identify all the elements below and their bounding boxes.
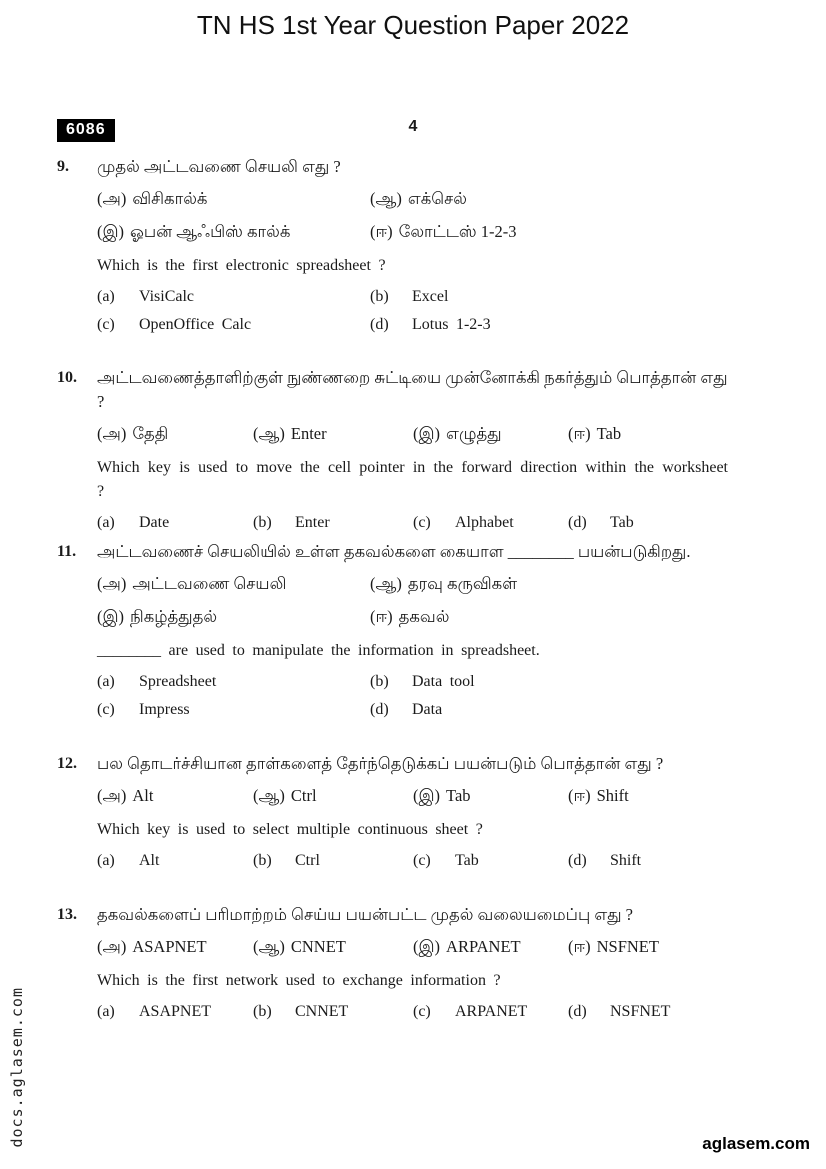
question-12 [57,752,768,872]
option-marker: (a) [97,673,115,690]
option-marker: (இ) [97,607,125,626]
option-marker: (இ) [413,786,441,805]
option-label: Lotus 1-2-3 [412,316,491,333]
tamil-options-row [97,784,768,808]
english-options-row [97,698,768,721]
option-marker: (b) [253,1003,272,1020]
option-marker: (c) [413,514,431,531]
option-label: Data [412,701,443,718]
question-text-tamil: அட்டவணைச் செயலியில் உள்ள தகவல்களை கையாள ________ பயன்படுகிறது. [97,542,691,561]
option-marker: (அ) [97,786,127,805]
option-label: விசிகால்க் [132,189,208,208]
option-marker: (அ) [97,189,127,208]
option-label: Tab [610,514,634,531]
option-marker: (இ) [413,424,441,443]
option-tamil-i [413,422,568,446]
option-english-d [568,511,768,534]
option-marker: (அ) [97,424,127,443]
option-label: ARPANET [455,1003,528,1020]
option-marker: (ஆ) [370,189,402,208]
option-label: தரவு கருவிகள் [407,574,518,593]
option-english-d [370,313,768,336]
option-label: Tab [446,786,471,805]
option-marker: (a) [97,852,115,869]
option-label: எக்செல் [407,189,467,208]
option-marker: (c) [97,316,115,333]
option-marker: (a) [97,514,115,531]
question-12-header [57,752,768,776]
option-tamil-i [413,784,568,808]
option-tamil-i [413,935,568,959]
option-english-b [370,670,768,693]
option-tamil-ii [370,220,768,244]
option-english-d [568,849,768,872]
side-watermark: docs.aglasem.com [8,986,26,1147]
option-label: Alt [139,852,160,869]
option-tamil-a [97,572,370,596]
option-tamil-ii [568,935,768,959]
option-label: தகவல் [398,607,450,626]
option-label: Shift [596,786,629,805]
option-marker: (d) [370,316,389,333]
option-english-b [253,511,413,534]
option-marker: (b) [253,514,272,531]
option-marker: (d) [568,1003,587,1020]
option-marker: (ஈ) [370,607,393,626]
option-marker: (c) [97,701,115,718]
option-marker: (b) [370,673,389,690]
option-label: Enter [290,424,327,443]
question-13 [57,903,768,1023]
option-label: Impress [139,701,190,718]
tamil-options-row [97,422,768,446]
question-10 [57,366,768,534]
option-tamil-aa [253,935,413,959]
option-label: எழுத்து [446,424,502,443]
option-marker: (அ) [97,574,127,593]
option-label: ASAPNET [132,937,207,956]
option-tamil-ii [568,422,768,446]
option-marker: (ஈ) [568,786,591,805]
question-text-english: Which is the first electronic spreadsheet ? [97,257,386,274]
question-number: 12. [57,755,77,772]
option-tamil-i [97,605,370,629]
option-english-a [97,1000,253,1023]
option-label: CNNET [295,1003,349,1020]
option-label: Alphabet [455,514,514,531]
question-number: 10. [57,369,77,386]
option-label: Alt [132,786,154,805]
question-text-english: Which key is used to move the cell pointer in the forward direction within the worksheet ? [97,459,728,500]
option-marker: (ஆ) [253,424,285,443]
english-options-row [97,849,768,872]
option-label: NSFNET [596,937,659,956]
question-number: 13. [57,906,77,923]
option-marker: (இ) [97,222,125,241]
english-options-row [97,511,768,534]
question-number: 11. [57,543,77,560]
option-english-c [97,313,370,336]
tamil-options-row [97,187,768,211]
tamil-options-row [97,572,768,596]
english-options-row [97,313,768,336]
option-tamil-aa [370,187,768,211]
option-label: NSFNET [610,1003,671,1020]
option-english-a [97,849,253,872]
option-label: Date [139,514,170,531]
option-label: ASAPNET [139,1003,212,1020]
question-13-header [57,903,768,927]
option-tamil-aa [370,572,768,596]
option-label: தேதி [132,424,169,443]
english-options-row [97,670,768,693]
option-english-a [97,670,370,693]
question-11-header [57,540,768,564]
question-number: 9. [57,158,69,175]
option-label: ஓபன் ஆஃபிஸ் கால்க் [130,222,291,241]
question-text-english: ________ are used to manipulate the information in spreadsheet. [97,642,540,659]
option-tamil-aa [253,784,413,808]
option-marker: (ஆ) [370,574,402,593]
option-marker: (a) [97,288,115,305]
question-text-english: Which is the first network used to exchange information ? [97,972,501,989]
option-label: அட்டவணை செயலி [132,574,287,593]
option-marker: (ஈ) [370,222,393,241]
option-english-a [97,511,253,534]
option-english-c [413,511,568,534]
option-label: நிகழ்த்துதல் [130,607,218,626]
option-marker: (c) [413,852,431,869]
option-marker: (b) [253,852,272,869]
question-text-tamil: முதல் அட்டவணை செயலி எது ? [97,157,341,176]
option-marker: (ஈ) [568,424,591,443]
option-marker: (d) [568,852,587,869]
option-label: ARPANET [446,937,521,956]
english-options-row [97,1000,768,1023]
option-label: OpenOffice Calc [139,316,252,333]
option-english-d [370,698,768,721]
option-tamil-aa [253,422,413,446]
question-text-tamil: பல தொடர்ச்சியான தாள்களைத் தேர்ந்தெடுக்கப் பயன்படும் பொத்தான் எது ? [97,754,664,773]
english-options-row [97,285,768,308]
tamil-options-row [97,220,768,244]
tamil-options-row [97,605,768,629]
option-marker: (c) [413,1003,431,1020]
option-label: Enter [295,514,330,531]
question-text-tamil: அட்டவணைத்தாளிற்குள் நுண்ணறை சுட்டியை முன்னோக்கி நகர்த்தும் பொத்தான் எது ? [97,368,728,411]
question-text-tamil: தகவல்களைப் பரிமாற்றம் செய்ய பயன்பட்ட முதல் வலையமைப்பு எது ? [97,905,634,924]
option-marker: (d) [568,514,587,531]
option-marker: (இ) [413,937,441,956]
option-english-c [413,849,568,872]
option-tamil-ii [568,784,768,808]
option-label: CNNET [290,937,346,956]
option-tamil-a [97,935,253,959]
option-english-c [97,698,370,721]
option-tamil-a [97,187,370,211]
option-english-b [370,285,768,308]
option-tamil-a [97,422,253,446]
option-label: Tab [596,424,622,443]
question-10-header [57,366,768,414]
option-tamil-ii [370,605,768,629]
option-english-d [568,1000,768,1023]
option-marker: (ஆ) [253,786,285,805]
question-11 [57,540,768,721]
option-marker: (a) [97,1003,115,1020]
option-label: Ctrl [295,852,320,869]
option-label: Ctrl [290,786,317,805]
question-9 [57,155,768,336]
option-english-b [253,1000,413,1023]
option-english-b [253,849,413,872]
paper-code-badge: 6086 [57,119,115,142]
question-text-english: Which key is used to select multiple continuous sheet ? [97,821,483,838]
option-marker: (ஆ) [253,937,285,956]
option-tamil-a [97,784,253,808]
option-tamil-i [97,220,370,244]
option-label: Data tool [412,673,475,690]
question-9-header [57,155,768,179]
option-english-c [413,1000,568,1023]
option-marker: (ஈ) [568,937,591,956]
tamil-options-row [97,935,768,959]
option-marker: (d) [370,701,389,718]
option-label: VisiCalc [139,288,195,305]
brand-watermark: aglasem.com [702,1134,810,1153]
option-label: லோட்டஸ் 1-2-3 [398,222,517,241]
option-label: Tab [455,852,479,869]
option-marker: (அ) [97,937,127,956]
option-english-a [97,285,370,308]
option-label: Spreadsheet [139,673,217,690]
page-title: TN HS 1st Year Question Paper 2022 [196,10,630,40]
option-label: Excel [412,288,449,305]
option-marker: (b) [370,288,389,305]
page-number: 4 [408,118,418,135]
option-label: Shift [610,852,642,869]
